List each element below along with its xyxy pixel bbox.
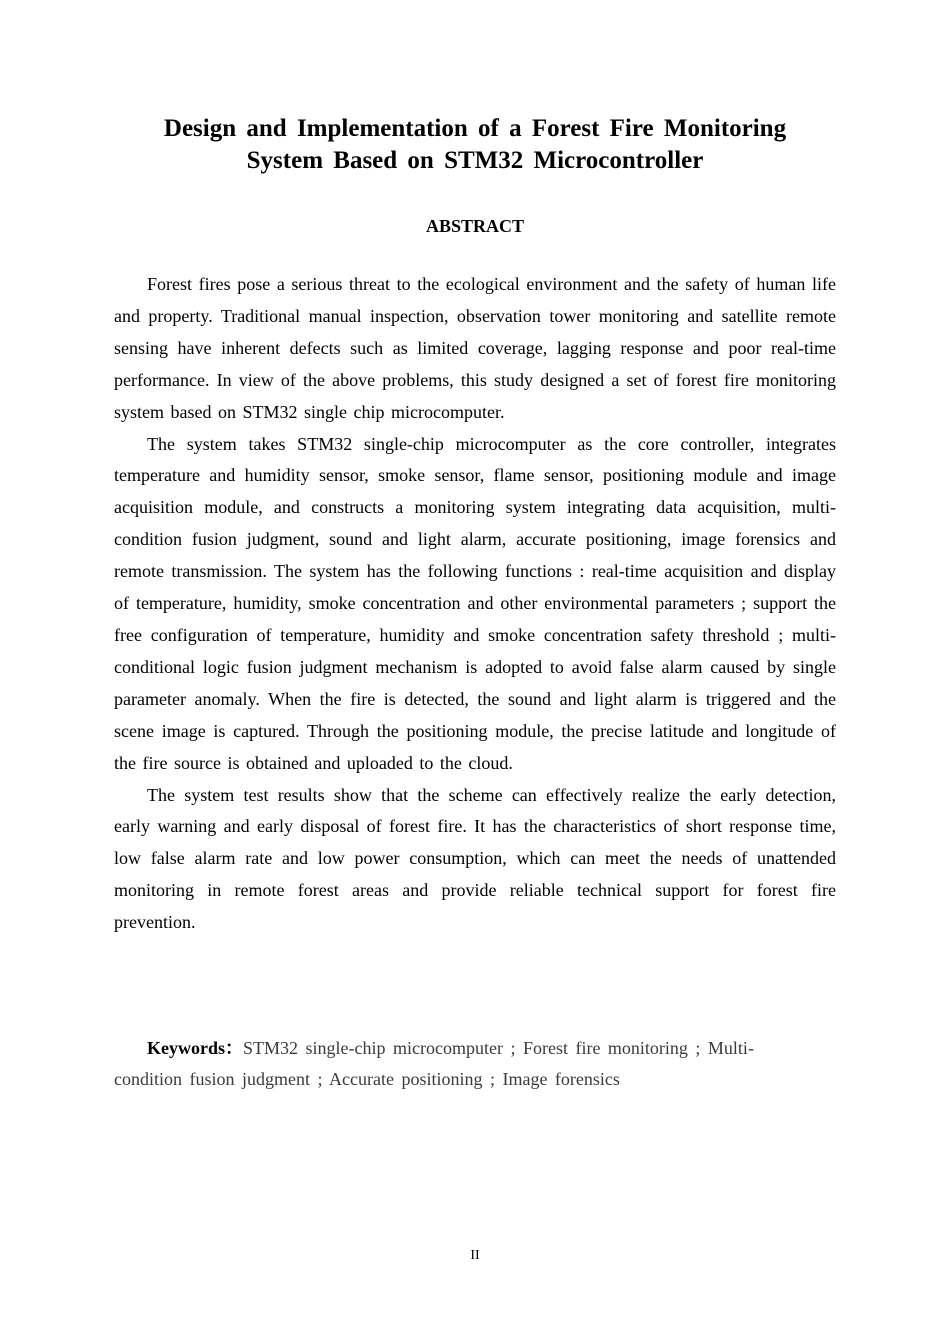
keywords-line bbox=[114, 1033, 814, 1095]
document-title: Design and Implementation of a Forest Fire Monitoring System Based on STM32 Microcontroller bbox=[163, 115, 787, 174]
keywords-text: STM32 single-chip microcomputer ; Forest fire monitoring ; Multi-condition fusion judgment ; Accurate positioning ; Image forensics bbox=[114, 1038, 754, 1089]
keywords-label: Keywords： bbox=[147, 1038, 243, 1058]
abstract-paragraph-1: Forest fires pose a serious threat to the ecological environment and the safety of human life and property. Traditional manual inspection, observation tower monitoring and satellite remote sensing have inherent defects such as limited coverage, lagging response and poor real-time performance. In view of the above problems, this study designed a set of forest fire monitoring system based on STM32 single chip microcomputer. bbox=[114, 274, 836, 422]
abstract-body bbox=[114, 269, 836, 939]
page-number: II bbox=[470, 1248, 480, 1263]
abstract-heading: ABSTRACT bbox=[425, 216, 525, 236]
abstract-paragraph-3: The system test results show that the scheme can effectively realize the early detection, early warning and early disposal of forest fire. It has the characteristics of short response time, low false alarm rate and low power consumption, which can meet the needs of unattended monitoring in remote forest areas and provide reliable technical support for forest fire prevention. bbox=[114, 784, 836, 933]
abstract-paragraph-2: The system takes STM32 single-chip microcomputer as the core controller, integrates temperature and humidity sensor, smoke sensor, flame sensor, positioning module and image acquisition module, and constructs a monitoring system integrating data acquisition, multi-condition fusion judgment, sound and light alarm, accurate positioning, image forensics and remote transmission. The system has the following functions : real-time acquisition and display of temperature, humidity, smoke concentration and other environmental parameters ; support the free configuration of temperature, humidity and smoke concentration safety threshold ; multi-conditional logic fusion judgment mechanism is adopted to avoid false alarm caused by single parameter anomaly. When the fire is detected, the sound and light alarm is triggered and the scene image is captured. Through the positioning module, the precise latitude and longitude of the fire source is obtained and uploaded to the cloud. bbox=[114, 433, 836, 773]
